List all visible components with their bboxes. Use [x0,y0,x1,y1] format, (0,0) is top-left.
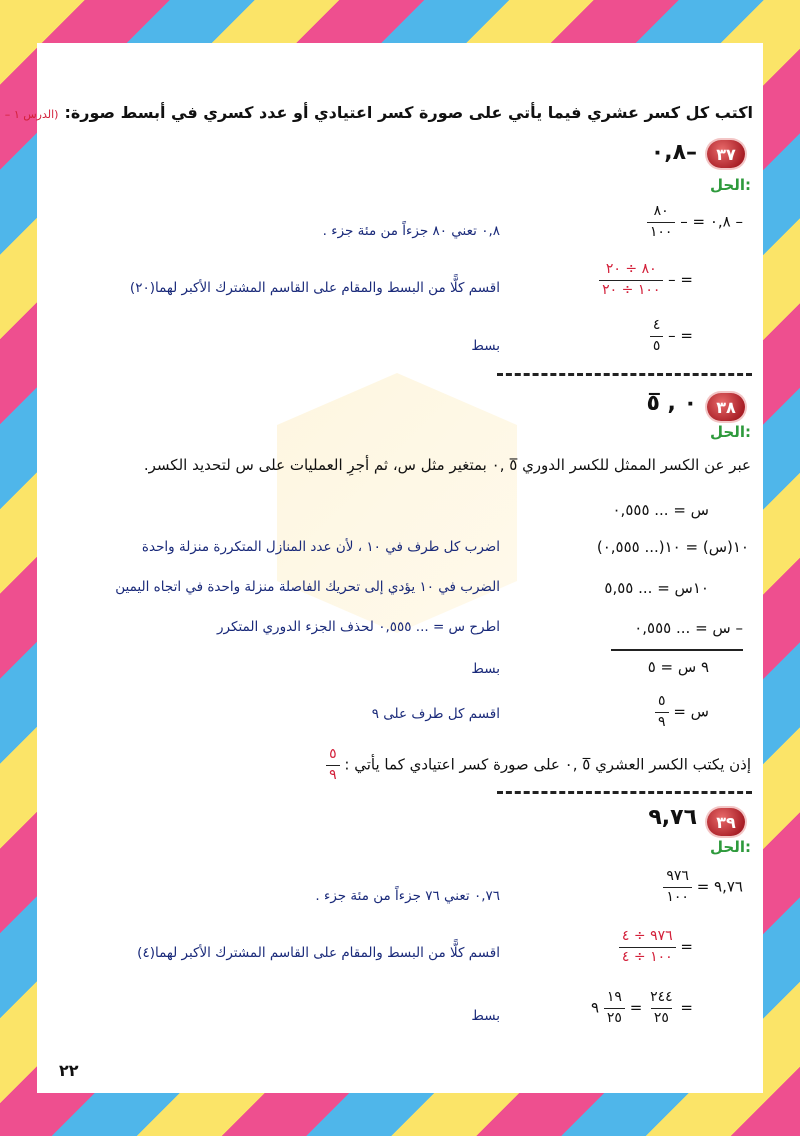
p37-step-2-expl: اقسم كلًّا من البسط والمقام على القاسم المشترك الأكبر لهما(٢٠) [129,280,500,296]
problem-39-expression: ٩,٧٦ [648,805,697,830]
p37-step-1: – ٠,٨ = – $\frac{٨٠}{١٠٠}$ [647,203,743,241]
separator-2 [497,791,752,794]
problem-badge-39: ٣٩ [707,808,745,836]
problem-37-expression: –٠,٨ [650,140,697,165]
p38-step-4: – س = ... ٠,٥٥٥ [634,619,743,637]
p37-step-2: = – $\frac{٨٠ \div ٢٠}{١٠٠ \div ٢٠}$ [599,261,693,299]
p38-step-5: ٩ س = ٥ [647,658,709,676]
p39-step-3: = $\frac{٢٤٤}{٢٥}$ = $\frac{١٩}{٢٥}$ ٩ [591,989,693,1026]
p38-step-3-expl: الضرب في ١٠ يؤدي إلى تحريك الفاصلة منزلة واحدة في اتجاه اليمين [115,579,500,595]
problem-badge-38: ٣٨ [707,393,745,421]
p39-step-1-expl: ٠,٧٦ تعني ٧٦ جزءاً من مئة جزء . [315,888,500,904]
p37-step-3: = – $\frac{٤}{٥}$ [650,317,693,355]
solution-label: الحل: [710,838,751,856]
problem-38-expression: ٠ , ٥̅ [646,391,697,416]
solution-label: الحل: [710,176,751,194]
p39-step-3-expl: بسط [471,1008,500,1024]
p38-step-3: ١٠س = ... ٥,٥٥ [604,579,709,597]
p39-step-1: ٩,٧٦ = $\frac{٩٧٦}{١٠٠}$ [663,868,743,906]
solution-label: الحل: [710,423,751,441]
p39-step-2-expl: اقسم كلًّا من البسط والمقام على القاسم المشترك الأكبر لهما(٤) [137,945,500,961]
separator-1 [497,373,752,376]
p38-step-6: س = $\frac{٥}{٩}$ [655,693,709,731]
instruction-header [0,103,753,122]
p38-step-6-expl: اقسم كل طرف على ٩ [371,706,500,722]
p38-step-1: س = ... ٠,٥٥٥ [612,501,709,519]
p38-intro: عبر عن الكسر الممثل للكسر الدوري ٥̅ ,٠ بمتغير مثل س، ثم أجرِ العمليات على س لتحديد الكسر. [143,456,751,474]
p39-step-2: = $\frac{٩٧٦ \div ٤}{١٠٠ \div ٤}$ [619,928,693,966]
page-sheet [4,43,763,1093]
problem-badge-37: ٣٧ [707,140,745,168]
subtraction-line [611,649,743,651]
p38-conclusion: إذن يكتب الكسر العشري ٥̅ ,٠ على صورة كسر اعتيادي كما يأتي : $\frac{٥}{٩}$ [326,746,751,784]
lesson-ref: (الدرس ١ – [4,108,59,121]
p37-step-1-expl: ٠,٨ تعني ٨٠ جزءاً من مئة جزء . [322,223,500,239]
p38-step-2: ١٠(س) = ١٠(... ٠,٥٥٥) [596,538,749,556]
p38-step-2-expl: اضرب كل طرف في ١٠ ، لأن عدد المنازل المتكررة منزلة واحدة [141,539,500,555]
instruction-text: اكتب كل كسر عشري فيما يأتي على صورة كسر اعتيادي أو عدد كسري في أبسط صورة: [64,103,753,122]
p37-step-3-expl: بسط [471,338,500,354]
p38-step-5-expl: بسط [471,661,500,677]
p38-step-4-expl: اطرح س = ... ٠,٥٥٥ لحذف الجزء الدوري المتكرر [217,619,500,635]
page-number: ٢٢ [59,1061,79,1080]
